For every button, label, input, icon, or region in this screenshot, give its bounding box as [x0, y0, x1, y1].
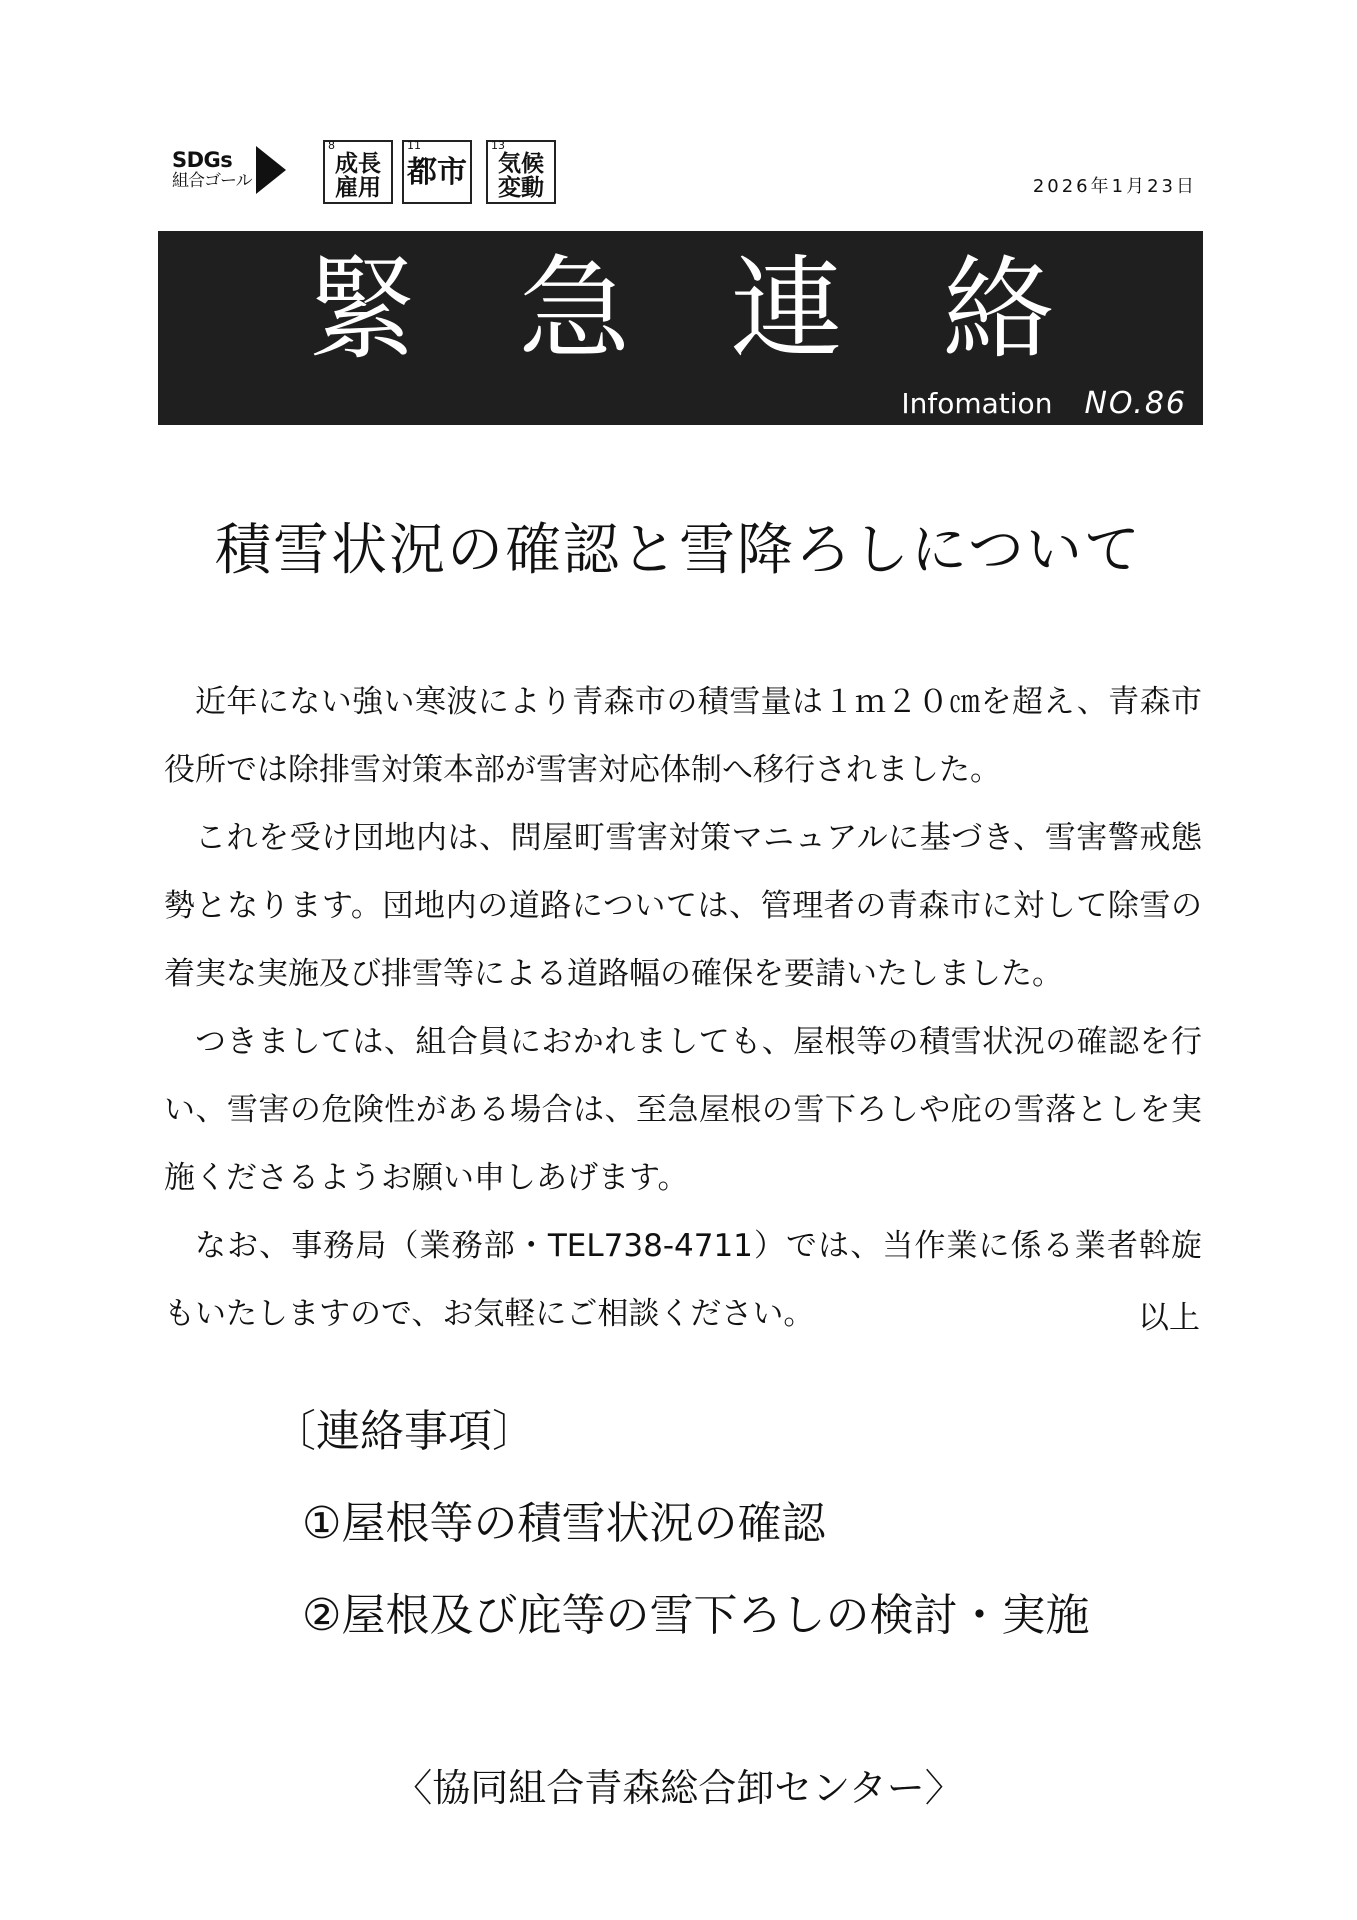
- sdg-goal-label: 成長 雇用: [335, 151, 381, 201]
- banner-title: 緊急連絡: [306, 245, 1155, 375]
- sdgs-text: [172, 150, 252, 190]
- sdgs-subtitle: 組合ゴール: [172, 171, 252, 191]
- contact-items: [272, 1402, 1089, 1646]
- organization-name: 〈協同組合青森総合卸センター〉: [394, 1766, 963, 1810]
- issue-date: 2026年1月23日: [1032, 176, 1197, 197]
- page-title: 積雪状況の確認と雪降ろしについて: [215, 518, 1142, 583]
- body-paragraph: なお、事務局（業務部・TEL738-4711）では、当作業に係る業者斡旋もいたしますので、お気軽にご相談ください。: [164, 1228, 1202, 1332]
- list-item: ①屋根等の積雪状況の確認: [302, 1498, 826, 1549]
- sdg-goal-label: 都市: [407, 155, 467, 190]
- contact-items-list: [302, 1494, 1089, 1646]
- body-paragraph: 近年にない強い寒波により青森市の積雪量は１ｍ２０㎝を超え、青森市役所では除排雪対策本部が雪害対応体制へ移行されました。: [164, 684, 1202, 788]
- sdg-goal-number: 8: [328, 139, 335, 152]
- sdg-goal-number: 11: [407, 139, 421, 152]
- body-paragraph: つきましては、組合員におかれましても、屋根等の積雪状況の確認を行い、雪害の危険性がある場合は、至急屋根の雪下ろしや庇の雪落としを実施くださるようお願い申しあげます。: [164, 1024, 1202, 1196]
- arrow-right-icon: [256, 146, 286, 194]
- sdgs-badge: [172, 146, 286, 194]
- sdg-goal-number: 13: [491, 139, 505, 152]
- banner-issue-number: NO.86: [1084, 386, 1187, 421]
- sdg-goal-11-box: [402, 140, 472, 204]
- sdgs-title: SDGs: [172, 148, 233, 172]
- notice-body: [164, 668, 1202, 1348]
- sdg-goal-8-box: [323, 140, 393, 204]
- body-paragraph: これを受け団地内は、問屋町雪害対策マニュアルに基づき、雪害警戒態勢となります。団地内の道路については、管理者の青森市に対して除雪の着実な実施及び排雪等による道路幅の確保を要請いたしました。: [164, 820, 1202, 992]
- sdg-goal-13-box: [486, 140, 556, 204]
- banner-info: [901, 386, 1187, 421]
- contact-items-heading: 〔連絡事項〕: [272, 1406, 536, 1457]
- emergency-banner: [158, 231, 1203, 425]
- sdg-goal-label: 気候 変動: [498, 151, 544, 201]
- closing-remark: 以上: [1138, 1300, 1200, 1336]
- list-item: ②屋根及び庇等の雪下ろしの検討・実施: [302, 1590, 1090, 1641]
- banner-info-label: Infomation: [901, 387, 1053, 420]
